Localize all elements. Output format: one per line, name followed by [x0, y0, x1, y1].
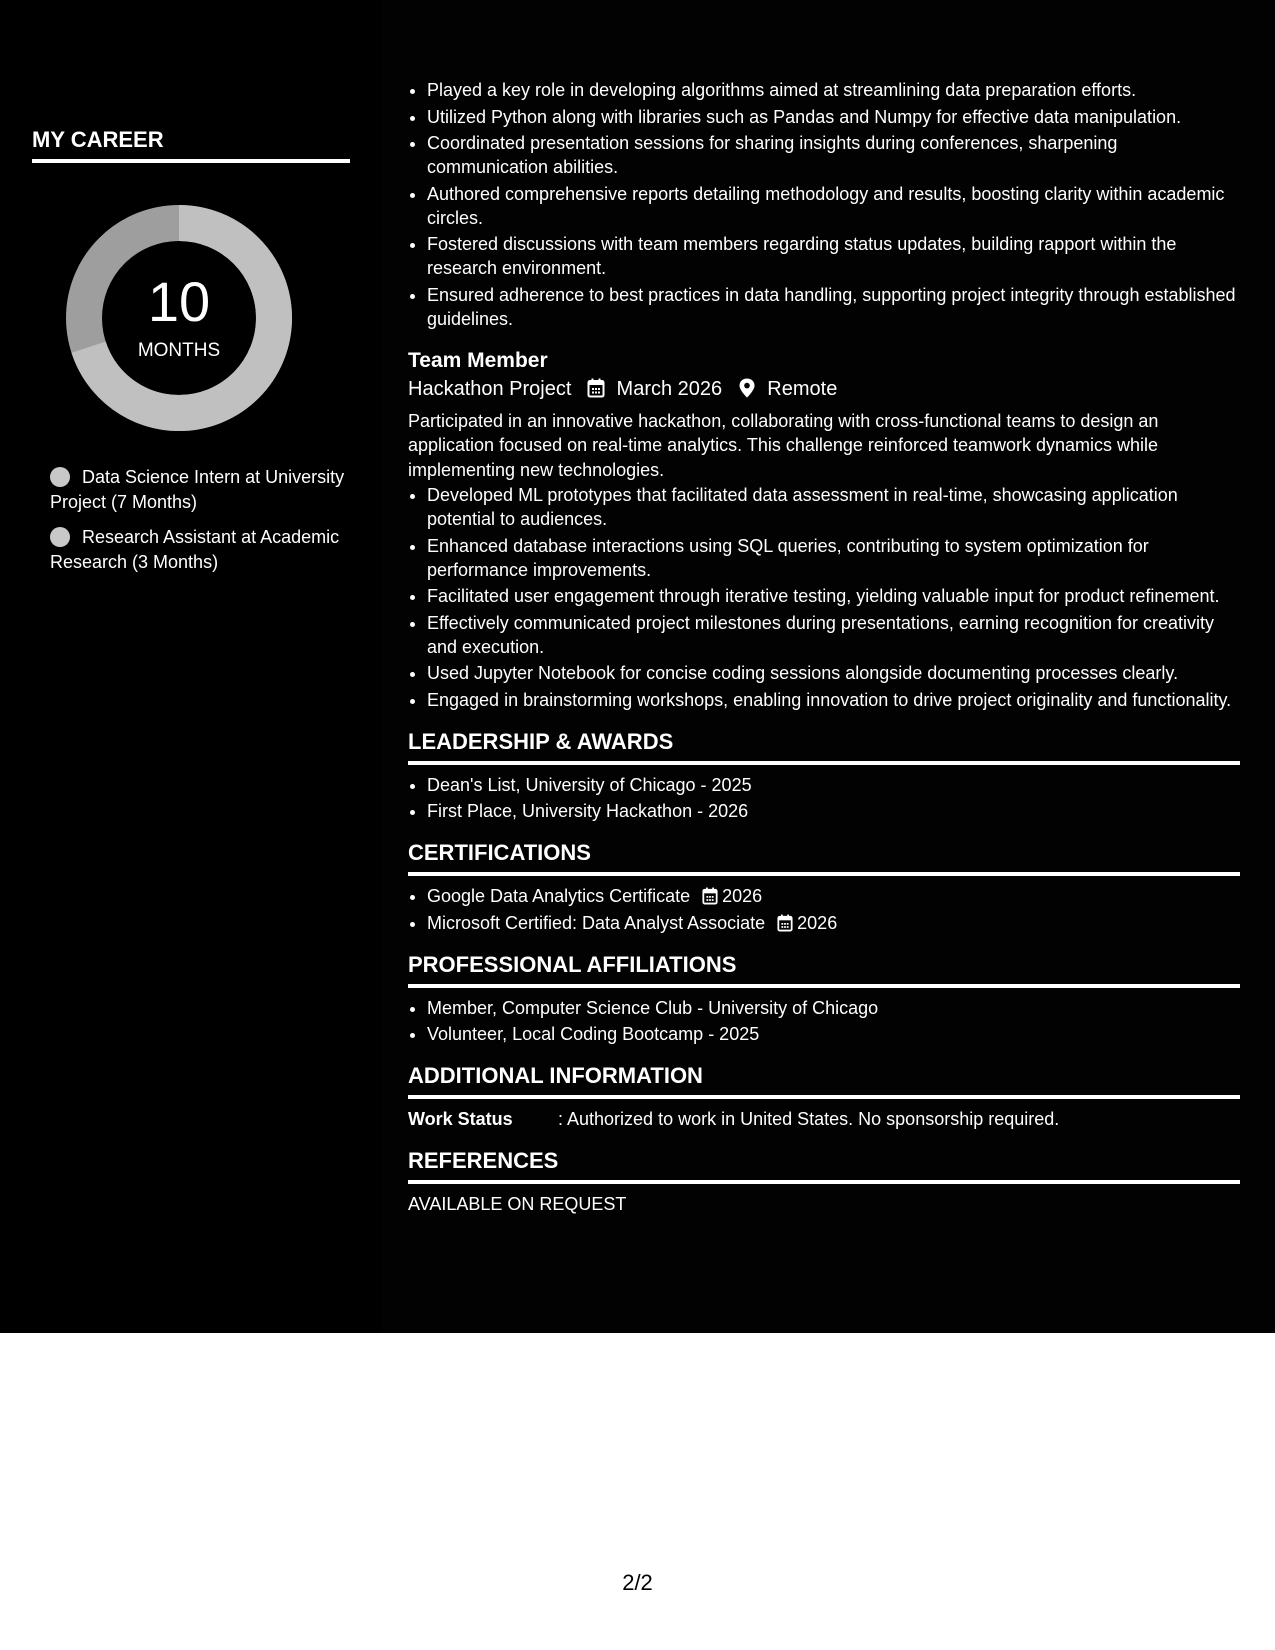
location-pin-icon	[738, 378, 756, 398]
work-status-label: Work Status	[408, 1109, 513, 1129]
legend-dot-icon	[50, 467, 70, 487]
job-bullets	[408, 483, 1240, 712]
career-item: Data Science Intern at University Project (7 Months)	[50, 467, 345, 512]
donut-unit: MONTHS	[137, 340, 221, 361]
work-status-row	[408, 1107, 1240, 1131]
previous-job-bullets	[408, 78, 1240, 331]
sidebar	[0, 0, 381, 1333]
references-text: AVAILABLE ON REQUEST	[408, 1194, 627, 1214]
job-location: Remote	[767, 377, 838, 400]
job-company: Hackathon Project	[408, 377, 572, 400]
donut-value: 10	[147, 270, 211, 333]
list-item: • Authored comprehensive reports detailing methodology and results, boosting clarity within academic circles.	[427, 182, 1240, 230]
list-item: • Coordinated presentation sessions for sharing insights during conferences, sharpening communication abilities.	[427, 131, 1240, 179]
affiliations-section-title: PROFESSIONAL AFFILIATIONS	[408, 951, 1240, 988]
references-section-title: REFERENCES	[408, 1147, 1240, 1184]
additional-info-section-title: ADDITIONAL INFORMATION	[408, 1062, 1240, 1099]
certifications-list	[408, 884, 1240, 935]
list-item: • Facilitated user engagement through iterative testing, yielding valuable input for product refinement.	[427, 584, 1240, 608]
main-content	[408, 78, 1240, 1216]
list-item: • Microsoft Certified: Data Analyst Associate 2026	[427, 911, 1240, 935]
work-status-value: : Authorized to work in United States. No sponsorship required.	[558, 1109, 1060, 1129]
certifications-section-title: CERTIFICATIONS	[408, 839, 1240, 876]
legend-dot-icon	[50, 527, 70, 547]
list-item: • Developed ML prototypes that facilitated data assessment in real-time, showcasing application potential to audiences.	[427, 483, 1240, 531]
awards-section-title: LEADERSHIP & AWARDS	[408, 728, 1240, 765]
career-item: Research Assistant at Academic Research (3 Months)	[50, 527, 340, 572]
list-item: • Ensured adherence to best practices in data handling, supporting project integrity through established guidelines.	[427, 283, 1240, 331]
page-number: 2/2	[622, 1570, 653, 1595]
calendar-icon	[702, 887, 718, 905]
calendar-icon	[777, 914, 793, 932]
list-item: • Enhanced database interactions using SQL queries, contributing to system optimization for performance improvements.	[427, 534, 1240, 582]
list-item: • Volunteer, Local Coding Bootcamp - 2025	[427, 1022, 1240, 1046]
career-section-title: MY CAREER	[32, 127, 350, 163]
list-item: • Fostered discussions with team members regarding status updates, building rapport within the research environment.	[427, 232, 1240, 280]
job-date: March 2026	[616, 377, 723, 400]
list-item: • First Place, University Hackathon - 2026	[427, 799, 1240, 823]
calendar-icon	[587, 378, 605, 398]
job-title: Team Member	[408, 348, 548, 372]
list-item: • Google Data Analytics Certificate 2026	[427, 884, 1240, 908]
list-item: • Effectively communicated project milestones during presentations, earning recognition for creativity and execution.	[427, 611, 1240, 659]
list-item: • Played a key role in developing algorithms aimed at streamlining data preparation efforts.	[427, 78, 1240, 102]
career-list	[50, 465, 360, 585]
list-item: • Used Jupyter Notebook for concise coding sessions alongside documenting processes clearly.	[427, 661, 1240, 685]
list-item: • Dean's List, University of Chicago - 2025	[427, 773, 1240, 797]
list-item: • Engaged in brainstorming workshops, enabling innovation to drive project originality and functionality.	[427, 688, 1240, 712]
awards-list	[408, 773, 1240, 824]
job-description: Participated in an innovative hackathon, collaborating with cross-functional teams to design an application focused on real-time analytics. This challenge reinforced teamwork dynamics while implementing new technologies.	[408, 410, 1159, 480]
job-meta	[408, 375, 1240, 403]
list-item: • Utilized Python along with libraries such as Pandas and Numpy for effective data manipulation.	[427, 105, 1240, 129]
affiliations-list	[408, 996, 1240, 1047]
list-item: • Member, Computer Science Club - University of Chicago	[427, 996, 1240, 1020]
